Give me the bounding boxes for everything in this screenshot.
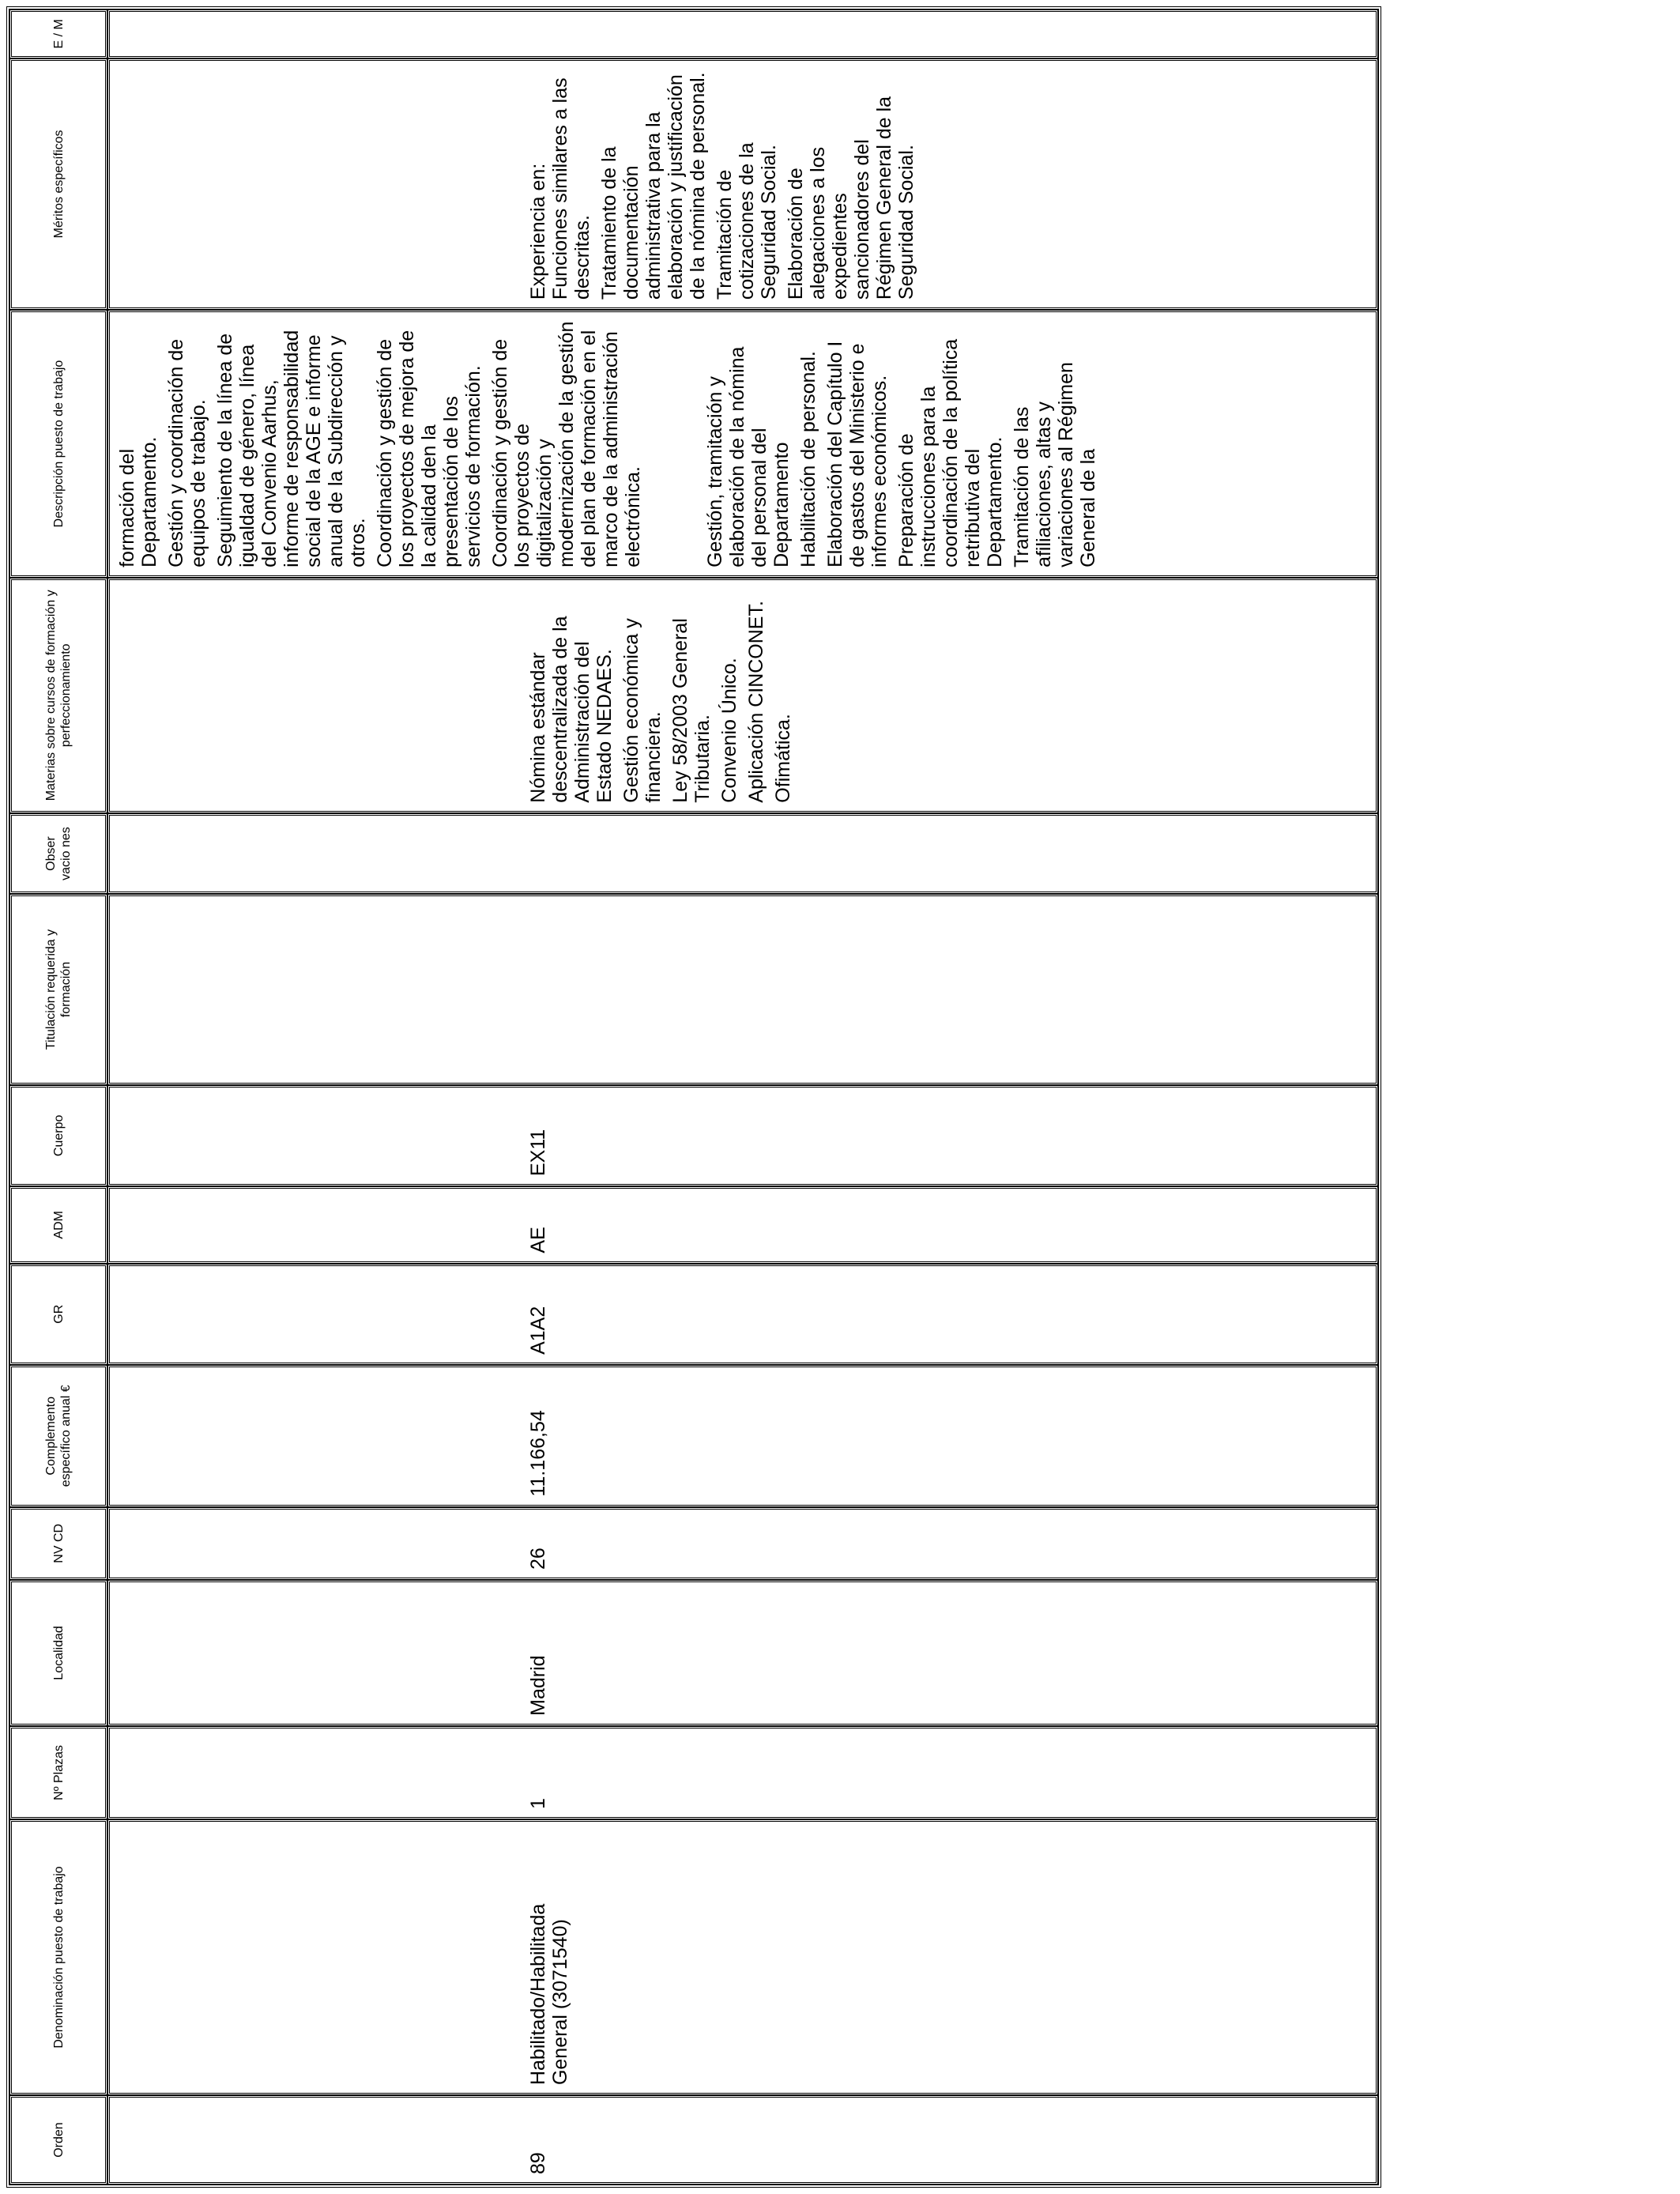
spacer (116, 1590, 527, 1716)
descripcion-continued-item: Coordinación y gestión de los proyectos de digitalización y modernización de la gestión del plan de formación en el marco de la administración electrónica. (489, 321, 644, 567)
header-meritos: Méritos específicos (9, 58, 107, 310)
spacer (116, 588, 527, 803)
header-em: E / M (9, 9, 107, 58)
header-nv-cd: NV CD (9, 1507, 107, 1580)
materias-item: Nómina estándar descentralizada de la Administración del Estado NEDAES. (527, 616, 616, 803)
descripcion-item: Preparación de instrucciones para la coordinación de la política retributiva del Departamento. (895, 338, 1006, 567)
cell-cuerpo (107, 1085, 1378, 1186)
header-adm: ADM (9, 1186, 107, 1264)
header-descripcion: Descripción puesto de trabajo (9, 310, 107, 578)
cuerpo-value: EX11 (527, 1129, 549, 1177)
header-denominacion: Denominación puesto de trabajo (9, 1819, 107, 2095)
plazas-value: 1 (527, 1798, 549, 1809)
header-observaciones: Obser vacio nes (9, 813, 107, 895)
meritos-item: Tramitación de cotizaciones de la Seguridad Social. (714, 142, 780, 300)
spacer (116, 1736, 527, 1809)
positions-table (6, 6, 1381, 2188)
nv-cd-value: 26 (527, 1547, 549, 1570)
meritos-item: Elaboración de alegaciones a los expedientes sancionadores del Régimen General de la Seguridad Social. (785, 96, 917, 300)
descripcion-continued-item: Gestión y coordinación de equipos de trabajo. (165, 338, 209, 567)
meritos-item: Funciones similares a las descritas. (549, 77, 593, 300)
cell-complemento (107, 1365, 1378, 1507)
cell-em (107, 9, 1378, 58)
cell-meritos (107, 58, 1378, 310)
header-row (9, 9, 107, 2185)
descripcion-item: Gestión, tramitación y elaboración de la nómina del personal del Departamento (704, 346, 793, 567)
materias-item: Ley 58/2003 General Tributaria. (669, 618, 714, 803)
header-localidad: Localidad (9, 1580, 107, 1726)
spacer (649, 320, 704, 567)
header-materias: Materias sobre cursos de formación y perfeccionamiento (9, 578, 107, 813)
header-orden: Orden (9, 2095, 107, 2185)
descripcion-item: Elaboración del Capítulo I de gastos del Ministerio e informes económicos. (824, 341, 891, 567)
cell-gr (107, 1264, 1378, 1365)
complemento-value: 11.166,54 (527, 1410, 549, 1497)
meritos-item: Experiencia en: (527, 163, 549, 300)
spacer (116, 1517, 527, 1570)
descripcion-item: Habilitación de personal. (797, 351, 819, 567)
cell-denominacion (107, 1819, 1378, 2095)
descripcion-item: Tramitación de las afiliaciones, altas y variaciones al Régimen General de la (1011, 362, 1099, 567)
cell-adm (107, 1186, 1378, 1264)
header-gr: GR (9, 1264, 107, 1365)
descripcion-continued-item: Coordinación y gestión de los proyectos de mejora de la calidad den la presentación de los servicios de formación. (374, 330, 484, 567)
materias-item: Convenio Único. (718, 658, 740, 803)
cell-materias (107, 578, 1378, 813)
table-row (107, 9, 1378, 2185)
descripcion-continued-item: formación del Departamento. (116, 436, 160, 567)
spacer (116, 1095, 527, 1176)
spacer (116, 1375, 527, 1497)
cell-observaciones (107, 813, 1378, 895)
denominacion-value: Habilitado/Habilitada General (3071540) (527, 1903, 571, 2086)
cell-titulacion (107, 894, 1378, 1084)
cell-orden (107, 2095, 1378, 2185)
materias-item: Gestión económica y financiera. (620, 618, 665, 803)
cell-descripcion (107, 310, 1378, 578)
localidad-value: Madrid (527, 1655, 549, 1716)
meritos-item: Tratamiento de la documentación administrativa para la elaboración y justificación de la nómina de personal. (598, 72, 709, 300)
spacer (116, 69, 527, 300)
adm-value: AE (527, 1227, 549, 1253)
spacer (116, 1274, 527, 1355)
materias-item: Ofimática. (772, 714, 794, 803)
descripcion-continued-item: Seguimiento de la línea de igualdad de género, línea del Convenio Aarhus, informe de responsabilidad social de la AGE e informe anual de la Subdirección y otros. (214, 330, 369, 567)
orden-value: 89 (527, 2152, 549, 2174)
header-plazas: Nº Plazas (9, 1726, 107, 1819)
gr-value: A1A2 (527, 1306, 549, 1355)
materias-item: Aplicación CINCONET. (745, 601, 767, 803)
header-complemento: Complemento específico anual € (9, 1365, 107, 1507)
spacer (116, 1197, 527, 1253)
cell-nv-cd (107, 1507, 1378, 1580)
cell-localidad (107, 1580, 1378, 1726)
spacer (116, 1830, 527, 2085)
spacer (116, 2105, 527, 2174)
cell-plazas (107, 1726, 1378, 1819)
header-titulacion: Titulación requerida y formación (9, 894, 107, 1084)
header-cuerpo: Cuerpo (9, 1085, 107, 1186)
